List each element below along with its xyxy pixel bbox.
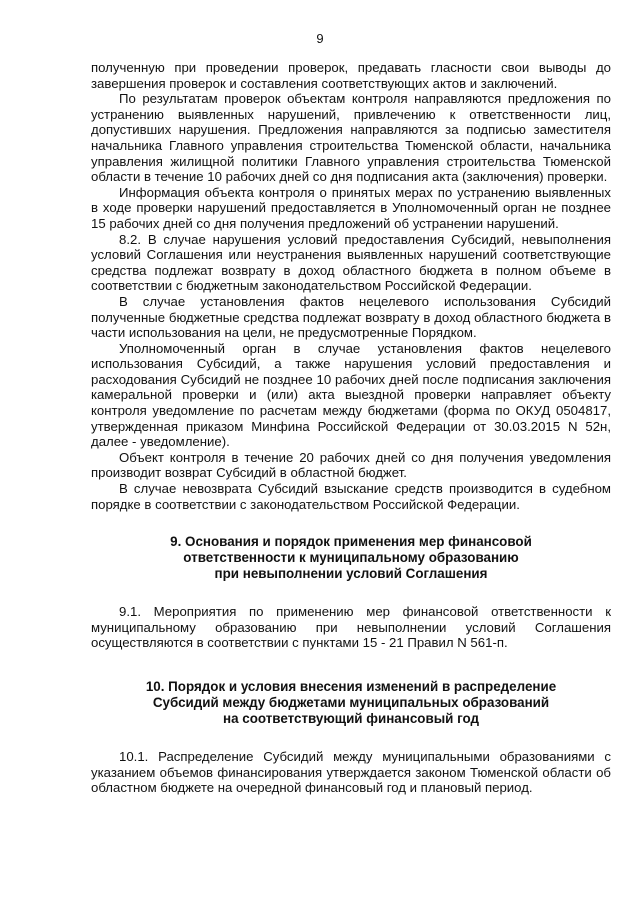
paragraph-8-2: 8.2. В случае нарушения условий предоставления Субсидий, невыполнения условий Соглашения или неустранения выявленных нарушений соответствующие средства подлежат возврату в доход областного бюджета в полном объеме в соответствии с бюджетным законодательством Российской Федерации. <box>91 231 611 294</box>
page-number: 9 <box>316 31 324 46</box>
section-9-heading-line: при невыполнении условий Соглашения <box>214 566 488 582</box>
section-9-heading <box>91 534 611 582</box>
paragraph-notification: Уполномоченный орган в случае установления фактов нецелевого использования Субсидий, а также нарушения условий предоставления и расходования Субсидий не позднее 10 рабочих дней после подписания заключения камеральной проверки и (или) акта выездной проверки направляет объекту контроля уведомление по расчетам между бюджетами (форма по ОКУД 0504817, утвержденная приказом Минфина Российской Федерации от 30.03.2015 N 52н, далее - уведомление). <box>91 340 611 450</box>
paragraph-inspection-results: По результатам проверок объектам контроля направляются предложения по устранению выявленных нарушений, привлечению к ответственности лиц, допустивших нарушения. Предложения направляются за подписью заместителя начальника Главного управления строительства Тюменской области, начальника управления жилищной политики Главного управления строительства Тюменской области в течение 10 рабочих дней со дня подписания акта (заключения) проверки. <box>91 91 611 185</box>
paragraph-continuation: полученную при проведении проверок, предавать гласности свои выводы до завершения проверок и составления соответствующих актов и заключений. <box>91 60 611 91</box>
section-9-heading-line: ответственности к муниципальному образованию <box>183 550 519 566</box>
paragraph-9-1: 9.1. Мероприятия по применению мер финансовой ответственности к муниципальному образованию при невыполнении условий Соглашения осуществляются в соответствии с пунктами 15 - 21 Правил N 561-п. <box>91 604 611 651</box>
section-9-heading-line: 9. Основания и порядок применения мер финансовой <box>170 534 532 550</box>
section-10-heading <box>91 679 611 727</box>
document-body <box>91 60 611 796</box>
section-10-heading-line: Субсидий между бюджетами муниципальных образований <box>152 695 550 710</box>
paragraph-return-deadline: Объект контроля в течение 20 рабочих дней со дня получения уведомления производит возврат Субсидий в областной бюджет. <box>91 449 611 481</box>
paragraph-court-recovery: В случае невозврата Субсидий взыскание средств производится в судебном порядке в соответствии с законодательством Российской Федерации. <box>91 481 611 512</box>
paragraph-10-1: 10.1. Распределение Субсидий между муниципальными образованиями с указанием объемов финансирования утверждается законом Тюменской области об областном бюджете на очередной финансовый год и плановый период. <box>91 749 611 796</box>
paragraph-control-object-info: Информация объекта контроля о принятых мерах по устранению выявленных в ходе проверки нарушений предоставляется в Уполномоченный орган не позднее 15 рабочих дней со дня получения предложений об устранении нарушений. <box>91 184 611 231</box>
section-10-heading-line: 10. Порядок и условия внесения изменений в распределение <box>145 679 557 694</box>
paragraph-misuse-return: В случае установления фактов нецелевого использования Субсидий полученные бюджетные средства подлежат возврату в доход областного бюджета в части использования на цели, не предусмотренные Порядком. <box>91 293 611 341</box>
section-10-heading-line: на соответствующий финансовый год <box>223 711 479 726</box>
